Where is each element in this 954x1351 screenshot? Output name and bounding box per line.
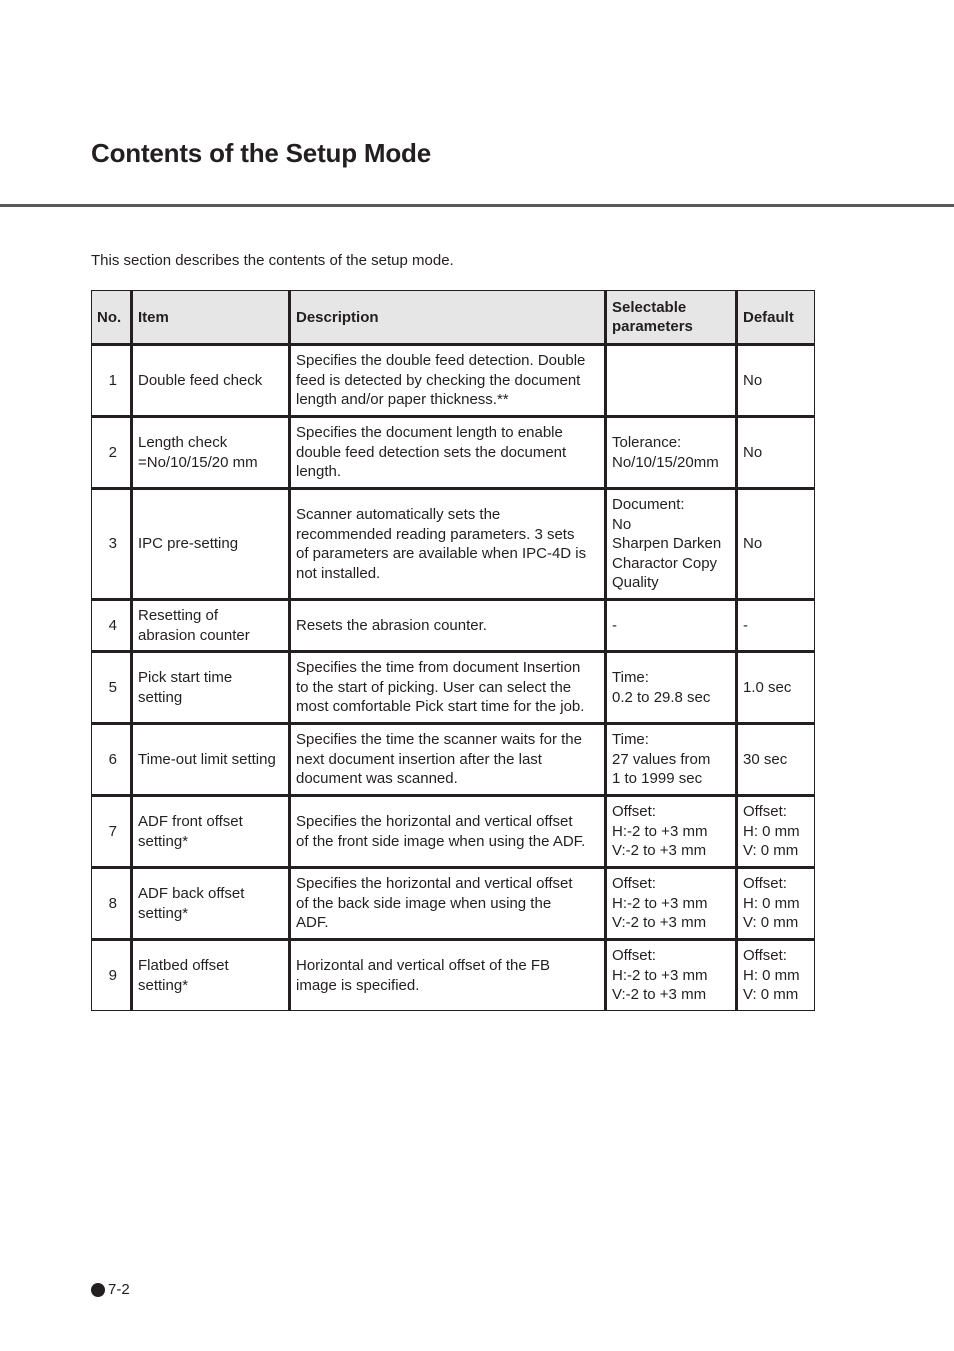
table-row bbox=[92, 724, 815, 796]
cell-params: Offset: H:-2 to +3 mm V:-2 to +3 mm bbox=[606, 940, 737, 1011]
cell-description: Specifies the double feed detection. Double feed is detected by checking the document length and/or paper thickness.** bbox=[290, 345, 606, 417]
title-divider bbox=[0, 204, 954, 207]
cell-params: Offset: H:-2 to +3 mm V:-2 to +3 mm bbox=[606, 868, 737, 940]
cell-default: Offset: H: 0 mm V: 0 mm bbox=[737, 940, 815, 1011]
table-header-row bbox=[92, 291, 815, 345]
cell-description: Specifies the time the scanner waits for the next document insertion after the last document was scanned. bbox=[290, 724, 606, 796]
cell-no: 9 bbox=[92, 940, 132, 1011]
setup-mode-table bbox=[91, 290, 815, 1011]
cell-description: Specifies the horizontal and vertical offset of the back side image when using the ADF. bbox=[290, 868, 606, 940]
cell-no: 6 bbox=[92, 724, 132, 796]
cell-default: Offset: H: 0 mm V: 0 mm bbox=[737, 796, 815, 868]
header-description: Description bbox=[290, 291, 606, 345]
header-selectable-parameters: Selectable parameters bbox=[606, 291, 737, 345]
table-row bbox=[92, 940, 815, 1011]
cell-item: Resetting of abrasion counter bbox=[132, 600, 290, 652]
cell-item: Double feed check bbox=[132, 345, 290, 417]
table-row bbox=[92, 417, 815, 489]
cell-params bbox=[606, 345, 737, 417]
cell-params: Document: No Sharpen Darken Charactor Copy Quality bbox=[606, 489, 737, 600]
page-footer bbox=[91, 1281, 130, 1298]
table-row bbox=[92, 796, 815, 868]
cell-description: Resets the abrasion counter. bbox=[290, 600, 606, 652]
cell-item: Time-out limit setting bbox=[132, 724, 290, 796]
cell-no: 7 bbox=[92, 796, 132, 868]
header-default: Default bbox=[737, 291, 815, 345]
table-row bbox=[92, 600, 815, 652]
cell-default: Offset: H: 0 mm V: 0 mm bbox=[737, 868, 815, 940]
cell-params: Time: 0.2 to 29.8 sec bbox=[606, 652, 737, 724]
cell-no: 3 bbox=[92, 489, 132, 600]
cell-description: Specifies the horizontal and vertical offset of the front side image when using the ADF. bbox=[290, 796, 606, 868]
cell-params: - bbox=[606, 600, 737, 652]
intro-text: This section describes the contents of the setup mode. bbox=[91, 252, 454, 269]
header-no: No. bbox=[92, 291, 132, 345]
cell-item: Flatbed offset setting* bbox=[132, 940, 290, 1011]
cell-description: Specifies the document length to enable double feed detection sets the document length. bbox=[290, 417, 606, 489]
cell-no: 4 bbox=[92, 600, 132, 652]
cell-description: Horizontal and vertical offset of the FB image is specified. bbox=[290, 940, 606, 1011]
page-number: 7-2 bbox=[108, 1281, 130, 1298]
cell-no: 5 bbox=[92, 652, 132, 724]
cell-params: Offset: H:-2 to +3 mm V:-2 to +3 mm bbox=[606, 796, 737, 868]
cell-default: No bbox=[737, 345, 815, 417]
cell-params: Tolerance: No/10/15/20mm bbox=[606, 417, 737, 489]
table-row bbox=[92, 489, 815, 600]
cell-default: 30 sec bbox=[737, 724, 815, 796]
cell-no: 2 bbox=[92, 417, 132, 489]
table-row bbox=[92, 868, 815, 940]
cell-item: ADF front offset setting* bbox=[132, 796, 290, 868]
cell-params: Time: 27 values from 1 to 1999 sec bbox=[606, 724, 737, 796]
table-row bbox=[92, 345, 815, 417]
cell-no: 1 bbox=[92, 345, 132, 417]
cell-item: ADF back offset setting* bbox=[132, 868, 290, 940]
cell-no: 8 bbox=[92, 868, 132, 940]
cell-default: No bbox=[737, 417, 815, 489]
cell-description: Specifies the time from document Insertion to the start of picking. User can select the most comfortable Pick start time for the job. bbox=[290, 652, 606, 724]
header-item: Item bbox=[132, 291, 290, 345]
cell-default: No bbox=[737, 489, 815, 600]
cell-default: 1.0 sec bbox=[737, 652, 815, 724]
cell-description: Scanner automatically sets the recommended reading parameters. 3 sets of parameters are available when IPC-4D is not installed. bbox=[290, 489, 606, 600]
page-title: Contents of the Setup Mode bbox=[91, 138, 431, 168]
cell-item: IPC pre-setting bbox=[132, 489, 290, 600]
cell-default: - bbox=[737, 600, 815, 652]
bullet-icon bbox=[91, 1283, 105, 1297]
cell-item: Pick start time setting bbox=[132, 652, 290, 724]
cell-item: Length check =No/10/15/20 mm bbox=[132, 417, 290, 489]
table-row bbox=[92, 652, 815, 724]
